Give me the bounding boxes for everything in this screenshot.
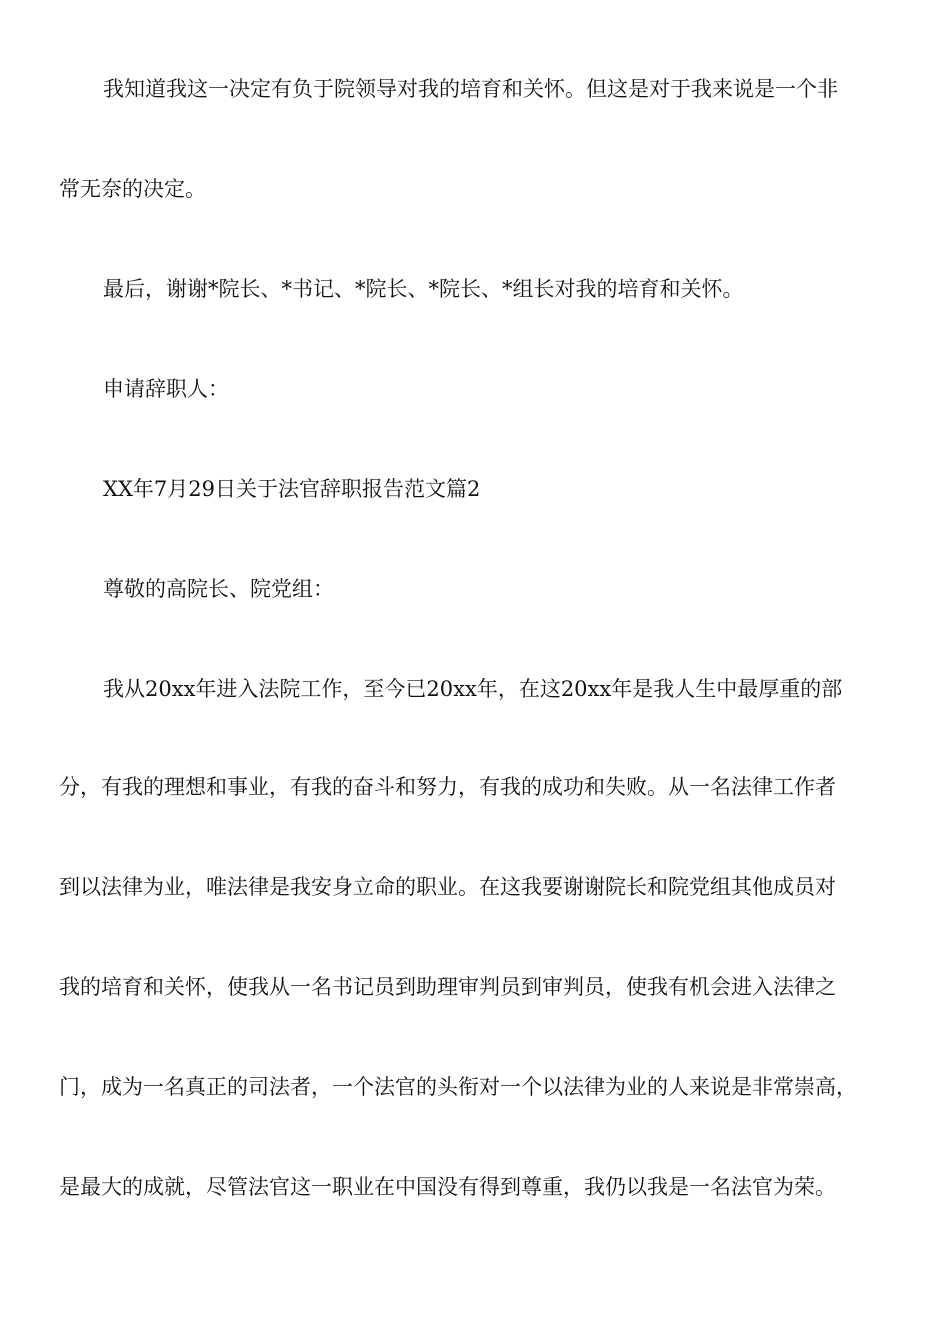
section-heading: XX年7月29日关于法官辞职报告范文篇2 bbox=[103, 477, 481, 501]
paragraph-line: 我的培育和关怀，使我从一名书记员到助理审判员到审判员，使我有机会进入法律之 bbox=[59, 975, 836, 999]
paragraph-line: 门，成为一名真正的司法者，一个法官的头衔对一个以法律为业的人来说是非常崇高， bbox=[59, 1075, 857, 1099]
paragraph-line: 我知道我这一决定有负于院领导对我的培育和关怀。但这是对于我来说是一个非 bbox=[103, 77, 838, 101]
paragraph-line: 我从20xx年进入法院工作，至今已20xx年，在这20xx年是我人生中最厚重的部 bbox=[103, 677, 843, 701]
paragraph-line: 是最大的成就，尽管法官这一职业在中国没有得到尊重，我仍以我是一名法官为荣。 bbox=[59, 1175, 836, 1199]
paragraph-line: 分，有我的理想和事业，有我的奋斗和努力，有我的成功和失败。从一名法律工作者 bbox=[59, 775, 836, 799]
paragraph-line: 到以法律为业，唯法律是我安身立命的职业。在这我要谢谢院长和院党组其他成员对 bbox=[59, 875, 836, 899]
paragraph-line: 最后，谢谢*院长、*书记、*院长、*院长、*组长对我的培育和关怀。 bbox=[103, 277, 744, 301]
signature-label: 申请辞职人： bbox=[103, 377, 229, 401]
salutation: 尊敬的高院长、院党组： bbox=[103, 577, 334, 601]
paragraph-line: 常无奈的决定。 bbox=[59, 177, 206, 201]
